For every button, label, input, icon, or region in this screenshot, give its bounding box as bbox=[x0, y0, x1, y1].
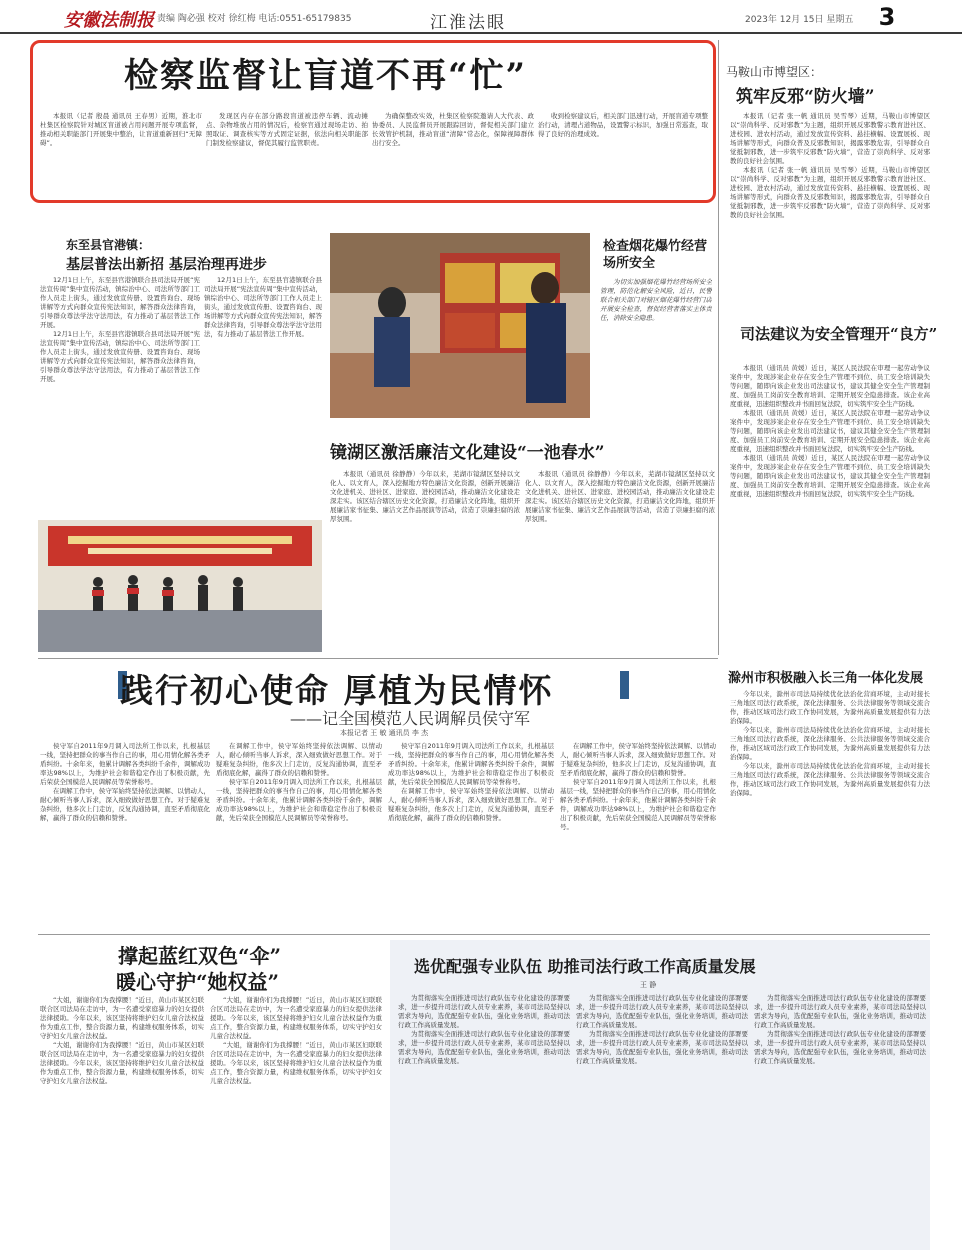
page-number: 3 bbox=[878, 3, 896, 31]
sifa-headline: 司法建议为安全管理开“良方” bbox=[740, 325, 938, 343]
hou-byline: 本报记者 王 敏 通讯员 李 杰 bbox=[340, 729, 429, 737]
team-body-1: 为贯彻落实全面推进司法行政队伍专业化建设的部署要求，进一步提升司法行政人员专业素养，某市司法局坚持以需求为导向，选优配强专业队伍，强化业务培训，推动司法行政工作高质量发展。 为贯彻落实全面推进司法行政队伍专业化建设的部署要求，进一步提升司法行政人员专业素养，某市司法局坚持以需求为导向，选优配强专业队伍，强化业务培训，推动司法行政工作高质量发展。 bbox=[398, 994, 570, 1065]
jinghu-body-1: 本报讯（通讯员 徐静静）今年以来，芜湖市镜湖区坚持以文化人、以文育人，深入挖掘地方特色廉洁文化资源，创新开展廉洁文化进机关、进社区、进家庭、进校园活动，推动廉洁文化建设走深走实。该区结合辖区历史文化资源，打造廉洁文化阵地，组织开展廉洁家书征集、廉洁文艺作品展演等活动，营造了崇廉拒腐的浓厚氛围。 bbox=[330, 470, 520, 523]
bowang-kicker: 马鞍山市博望区： bbox=[726, 65, 823, 79]
jinghu-event-photo bbox=[38, 520, 322, 652]
team-headline: 选优配强专业队伍 助推司法行政工作高质量发展 bbox=[414, 957, 756, 976]
dongzhi-body: 12月1日上午，东至县官港镇联合县司法局开展“宪法宣传周”集中宣传活动，镇综治中心、司法所等部门工作人员走上街头，通过发放宣传册、设置咨询台、现场讲解等方式向群众宣传宪法知识，解答群众法律咨询，引导群众尊法学法守法用法，有力推动了基层普法工作开展。 12月1日上午，东至县官港镇联合县司法局开展“宪法宣传周”集中宣传活动，镇综治中心、司法所等部门工作人员走上街头，通过发放宣传册、设置咨询台、现场讲解等方式向群众宣传宪法知识，解答群众法律咨询，引导群众尊法学法守法用法，有力推动了基层普法工作开展。 bbox=[40, 276, 200, 383]
umbrella-headline-1: 撑起蓝红双色“伞” bbox=[118, 944, 282, 968]
lead-column-4: 收到检察建议后，相关部门迅速行动，开展盲道专项整治行动，清理占道物品，设置警示标识，加强日常巡查，取得了良好的治理成效。 bbox=[538, 112, 708, 138]
lead-column-1: 本报讯（记者 殷晨 通讯员 王春男）近期，淮北市杜集区检察院针对城区盲道被占用问题开展专项监督，推动相关职能部门开展集中整治，让盲道重新回归“无障碍”。 bbox=[40, 112, 202, 147]
section-title: 江淮法眼 bbox=[430, 13, 506, 33]
masthead bbox=[0, 0, 962, 34]
hou-body-4: 在调解工作中，侯守军始终坚持依法调解、以情动人，耐心倾听当事人诉求，深入细致做好思想工作。对于疑难复杂纠纷，他多次上门走访，反复沟通协调，直至矛盾彻底化解，赢得了群众的信赖和赞誉。 侯守军自2011年9月调入司法所工作以来，扎根基层一线，坚持把群众的事当作自己的事，用心用情化解各类矛盾纠纷。十余年来，他累计调解各类纠纷千余件，调解成功率达98%以上，为维护社会和谐稳定作出了积极贡献，先后荣获全国模范人民调解员等荣誉称号。 bbox=[560, 742, 716, 831]
team-body-3: 为贯彻落实全面推进司法行政队伍专业化建设的部署要求，进一步提升司法行政人员专业素养，某市司法局坚持以需求为导向，选优配强专业队伍，强化业务培训，推动司法行政工作高质量发展。 为贯彻落实全面推进司法行政队伍专业化建设的部署要求，进一步提升司法行政人员专业素养，某市司法局坚持以需求为导向，选优配强专业队伍，强化业务培训，推动司法行政工作高质量发展。 bbox=[754, 994, 926, 1065]
dongzhi-headline: 基层普法出新招 基层治理再进步 bbox=[66, 257, 267, 273]
chuzhou-headline: 滁州市积极融入长三角一体化发展 bbox=[728, 671, 924, 686]
column-divider bbox=[718, 40, 719, 655]
bowang-body: 本报讯（记者 张一帆 通讯员 吴雪琴）近期，马鞍山市博望区以“崇尚科学、反对邪教”为主题，组织开展反邪教警示教育进社区、进校园、进农村活动，通过发放宣传资料、悬挂横幅、设置展板、现场讲解等形式，向群众普及反邪教知识，揭露邪教危害，引导群众自觉抵制邪教，进一步筑牢反邪教“防火墙”，营造了崇尚科学、反对邪教的良好社会氛围。 本报讯（记者 张一帆 通讯员 吴雪琴）近期，马鞍山市博望区以“崇尚科学、反对邪教”为主题，组织开展反邪教警示教育进社区、进校园、进农村活动，通过发放宣传资料、悬挂横幅、设置展板、现场讲解等形式，向群众普及反邪教知识，揭露邪教危害，引导群众自觉抵制邪教，进一步筑牢反邪教“防火墙”，营造了崇尚科学、反对邪教的良好社会氛围。 bbox=[730, 112, 930, 219]
dongzhi-body-2: 12月1日上午，东至县官港镇联合县司法局开展“宪法宣传周”集中宣传活动，镇综治中心、司法所等部门工作人员走上街头，通过发放宣传册、设置咨询台、现场讲解等方式向群众宣传宪法知识，解答群众法律咨询，引导群众尊法学法守法用法，有力推动了基层普法工作开展。 bbox=[204, 276, 322, 338]
hou-body-2: 在调解工作中，侯守军始终坚持依法调解、以情动人，耐心倾听当事人诉求，深入细致做好思想工作。对于疑难复杂纠纷，他多次上门走访，反复沟通协调，直至矛盾彻底化解，赢得了群众的信赖和赞誉。 侯守军自2011年9月调入司法所工作以来，扎根基层一线，坚持把群众的事当作自己的事，用心用情化解各类矛盾纠纷。十余年来，他累计调解各类纠纷千余件，调解成功率达98%以上，为维护社会和谐稳定作出了积极贡献，先后荣获全国模范人民调解员等荣誉称号。 bbox=[216, 742, 382, 822]
lead-headline: 检察监督让盲道不再“忙” bbox=[124, 56, 528, 96]
jinghu-body-2: 本报讯（通讯员 徐静静）今年以来，芜湖市镜湖区坚持以文化人、以文育人，深入挖掘地方特色廉洁文化资源，创新开展廉洁文化进机关、进社区、进家庭、进校园活动，推动廉洁文化建设走深走实。该区结合辖区历史文化资源，打造廉洁文化阵地，组织开展廉洁家书征集、廉洁文艺作品展演等活动，营造了崇廉拒腐的浓厚氛围。 bbox=[525, 470, 715, 523]
team-byline: 王 静 bbox=[640, 981, 657, 989]
sifa-body: 本报讯（通讯员 黄媛）近日，某区人民法院在审理一起劳动争议案件中，发现涉案企业存在安全生产管理不到位、员工安全培训缺失等问题，随即向该企业发出司法建议书，建议其健全安全生产管理制度、加强员工岗前安全教育培训、定期开展安全隐患排查。该企业高度重视，迅速组织整改并书面回复法院，切实筑牢安全生产防线。 本报讯（通讯员 黄媛）近日，某区人民法院在审理一起劳动争议案件中，发现涉案企业存在安全生产管理不到位、员工安全培训缺失等问题，随即向该企业发出司法建议书，建议其健全安全生产管理制度、加强员工岗前安全教育培训、定期开展安全隐患排查。该企业高度重视，迅速组织整改并书面回复法院，切实筑牢安全生产防线。 本报讯（通讯员 黄媛）近日，某区人民法院在审理一起劳动争议案件中，发现涉案企业存在安全生产管理不到位、员工安全培训缺失等问题，随即向该企业发出司法建议书，建议其健全安全生产管理制度、加强员工岗前安全教育培训、定期开展安全隐患排查。该企业高度重视，迅速组织整改并书面回复法院，切实筑牢安全生产防线。 bbox=[730, 364, 930, 498]
hou-body-1: 侯守军自2011年9月调入司法所工作以来，扎根基层一线，坚持把群众的事当作自己的事，用心用情化解各类矛盾纠纷。十余年来，他累计调解各类纠纷千余件，调解成功率达98%以上，为维护社会和谐稳定作出了积极贡献，先后荣获全国模范人民调解员等荣誉称号。 在调解工作中，侯守军始终坚持依法调解、以情动人，耐心倾听当事人诉求，深入细致做好思想工作。对于疑难复杂纠纷，他多次上门走访，反复沟通协调，直至矛盾彻底化解，赢得了群众的信赖和赞誉。 bbox=[40, 742, 210, 822]
umbrella-headline-2: 暖心守护“她权益” bbox=[116, 970, 280, 994]
hou-headline: 践行初心使命 厚植为民情怀 bbox=[120, 671, 554, 710]
chuzhou-body: 今年以来，滁州市司法局持续优化法治化营商环境，主动对接长三角地区司法行政系统，深化法律服务、公共法律服务等领域交流合作，推动区域司法行政工作协同发展，为滁州高质量发展提供有力法治保障。 今年以来，滁州市司法局持续优化法治化营商环境，主动对接长三角地区司法行政系统，深化法律服务、公共法律服务等领域交流合作，推动区域司法行政工作协同发展，为滁州高质量发展提供有力法治保障。 今年以来，滁州市司法局持续优化法治化营商环境，主动对接长三角地区司法行政系统，深化法律服务、公共法律服务等领域交流合作，推动区域司法行政工作协同发展，为滁州高质量发展提供有力法治保障。 bbox=[730, 690, 930, 797]
umbrella-body-1: “大姐，谢谢你们为我撑腰！”近日，黄山市某区妇联联合区司法局在走访中，为一名遭受家庭暴力的妇女提供法律援助。今年以来，该区坚持将维护妇女儿童合法权益作为重点工作，整合资源力量，构建维权服务体系，切实守护妇女儿童合法权益。 “大姐，谢谢你们为我撑腰！”近日，黄山市某区妇联联合区司法局在走访中，为一名遭受家庭暴力的妇女提供法律援助。今年以来，该区坚持将维护妇女儿童合法权益作为重点工作，整合资源力量，构建维权服务体系，切实守护妇女儿童合法权益。 bbox=[40, 996, 204, 1085]
newspaper-logo: 安徽法制报 bbox=[64, 10, 154, 31]
section-divider-2 bbox=[38, 934, 930, 935]
umbrella-body-2: “大姐，谢谢你们为我撑腰！”近日，黄山市某区妇联联合区司法局在走访中，为一名遭受家庭暴力的妇女提供法律援助。今年以来，该区坚持将维护妇女儿童合法权益作为重点工作，整合资源力量，构建维权服务体系，切实守护妇女儿童合法权益。 “大姐，谢谢你们为我撑腰！”近日，黄山市某区妇联联合区司法局在走访中，为一名遭受家庭暴力的妇女提供法律援助。今年以来，该区坚持将维护妇女儿童合法权益作为重点工作，整合资源力量，构建维权服务体系，切实守护妇女儿童合法权益。 bbox=[210, 996, 382, 1085]
bowang-headline: 筑牢反邪“防火墙” bbox=[736, 87, 875, 107]
issue-date: 2023年 12月 15日 星期五 bbox=[745, 15, 854, 25]
headline-bar-right bbox=[620, 671, 629, 699]
hou-subtitle: ——记全国模范人民调解员侯守军 bbox=[290, 709, 531, 728]
jinghu-headline: 镜湖区激活廉洁文化建设“一池春水” bbox=[330, 443, 605, 463]
lead-column-3: 为确保整改实效，杜集区检察院邀请人大代表、政协委员、人民监督员开展跟踪回访，督促相关部门建立长效管护机制，推动盲道“清障”常态化，保障视障群体出行安全。 bbox=[372, 112, 534, 147]
fireworks-headline: 检查烟花爆竹经营场所安全 bbox=[603, 239, 708, 271]
fireworks-caption: 为切实加强烟花爆竹经营场所安全管理，防范化解安全风险，近日，民警联合相关部门对辖区烟花爆竹经营门店开展安全检查，督促经营者落实主体责任，消除安全隐患。 bbox=[600, 278, 712, 322]
lead-column-2: 发现区内存在部分路段盲道被违停车辆、流动摊点、杂物堆放占用的情况后，检察官通过现场走访、拍照取证、调查核实等方式固定证据，依法向相关职能部门制发检察建议，督促其履行监管职责。 bbox=[206, 112, 368, 147]
dongzhi-kicker: 东至县官港镇： bbox=[66, 238, 151, 252]
section-divider bbox=[38, 658, 718, 659]
editors-line: 责编 陶必强 校对 徐红梅 电话:0551-65179835 bbox=[157, 14, 352, 24]
fireworks-inspection-photo bbox=[330, 233, 590, 418]
team-body-2: 为贯彻落实全面推进司法行政队伍专业化建设的部署要求，进一步提升司法行政人员专业素养，某市司法局坚持以需求为导向，选优配强专业队伍，强化业务培训，推动司法行政工作高质量发展。 为贯彻落实全面推进司法行政队伍专业化建设的部署要求，进一步提升司法行政人员专业素养，某市司法局坚持以需求为导向，选优配强专业队伍，强化业务培训，推动司法行政工作高质量发展。 bbox=[576, 994, 748, 1065]
hou-body-3: 侯守军自2011年9月调入司法所工作以来，扎根基层一线，坚持把群众的事当作自己的事，用心用情化解各类矛盾纠纷。十余年来，他累计调解各类纠纷千余件，调解成功率达98%以上，为维护社会和谐稳定作出了积极贡献，先后荣获全国模范人民调解员等荣誉称号。 在调解工作中，侯守军始终坚持依法调解、以情动人，耐心倾听当事人诉求，深入细致做好思想工作。对于疑难复杂纠纷，他多次上门走访，反复沟通协调，直至矛盾彻底化解，赢得了群众的信赖和赞誉。 bbox=[388, 742, 554, 822]
